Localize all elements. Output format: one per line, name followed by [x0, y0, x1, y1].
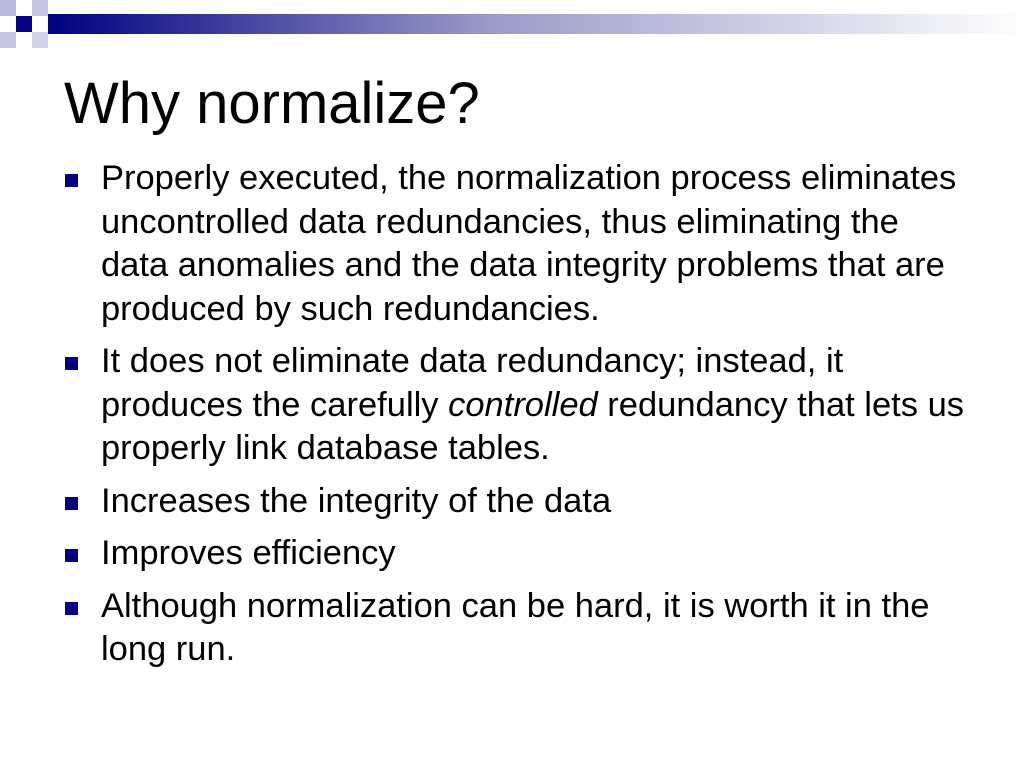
- bullet-text: Improves efficiency: [101, 534, 396, 572]
- bullet-item: [64, 532, 964, 576]
- bullet-item: [64, 157, 964, 331]
- bullet-text: Increases the integrity of the data: [101, 481, 612, 520]
- header-square: [32, 0, 48, 16]
- header-square: [32, 16, 48, 32]
- bullet-item: [64, 585, 964, 672]
- bullet-text: Properly executed, the normalization process eliminates uncontrolled data redundancies, thus eliminating the data anomalies and the data integrity problems that are produced by such redundancies.: [101, 159, 957, 328]
- square-bullet-icon: [65, 602, 78, 615]
- header-square: [16, 0, 32, 16]
- header-square: [0, 0, 16, 16]
- bullet-text-before: It does not eliminate data redundancy; instead, it produces the carefully: [101, 342, 844, 424]
- header-decoration: [0, 0, 1024, 60]
- bullet-text-emphasis: controlled: [448, 385, 598, 424]
- square-bullet-icon: [65, 497, 78, 510]
- bullet-list: [64, 157, 964, 681]
- header-square: [0, 16, 16, 32]
- slide-title: Why normalize?: [64, 71, 480, 136]
- square-bullet-icon: [65, 357, 78, 370]
- header-square: [16, 16, 32, 32]
- bullet-item: [64, 480, 964, 524]
- square-bullet-icon: [65, 549, 78, 562]
- square-bullet-icon: [65, 174, 78, 187]
- bullet-text: Although normalization can be hard, it is worth it in the long run.: [101, 586, 930, 668]
- header-square: [16, 32, 32, 48]
- header-square: [0, 32, 16, 48]
- bullet-text-after: redundancy that lets us properly link database tables.: [101, 385, 965, 467]
- bullet-text: [101, 342, 964, 467]
- header-square: [32, 32, 48, 48]
- bullet-item: [64, 340, 964, 471]
- header-gradient-bar: [48, 14, 1024, 34]
